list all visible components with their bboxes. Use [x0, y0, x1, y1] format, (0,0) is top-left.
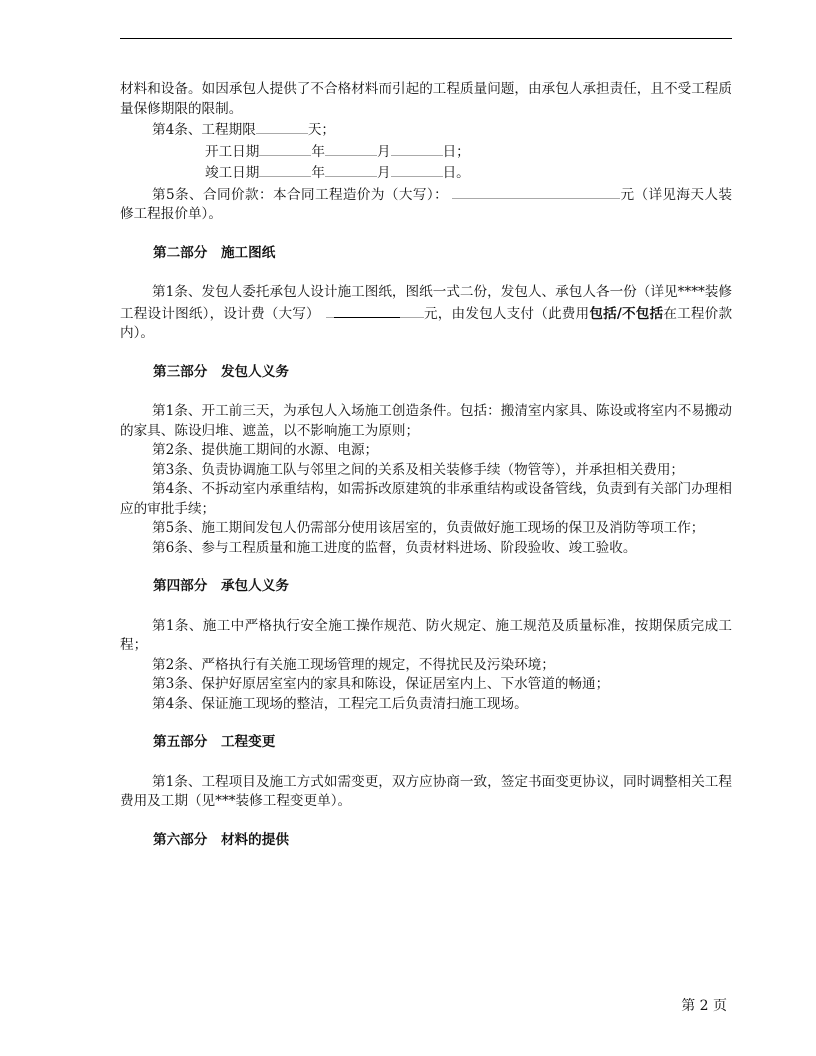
employer-duty-item: 第5条、施工期间发包人仍需部分使用该居室的，负责做好施工现场的保卫及消防等项工作； — [152, 520, 705, 536]
include-exclude-option: 包括/不包括 — [589, 305, 664, 322]
clause-price-tail: 元（详见海天人装修工程报价单）。 — [120, 186, 732, 222]
page-number: 第 2 页 — [681, 998, 727, 1014]
days-blank[interactable] — [256, 119, 308, 134]
employer-duty-item: 第2条、提供施工期间的水源、电源； — [152, 442, 379, 458]
drawings-clause-text-3: 在工程价款内）。 — [120, 305, 733, 341]
header-rule — [120, 38, 732, 39]
end-year-blank[interactable] — [259, 162, 311, 177]
section-heading-changes: 第五部分 工程变更 — [153, 734, 276, 750]
employer-duty-item: 第3条、负责协调施工队与邻里之间的关系及相关装修手续（物管等），并承担相关费用； — [152, 461, 685, 478]
end-month-blank[interactable] — [325, 162, 377, 177]
contractor-duty-item: 第2条、严格执行有关施工现场管理的规定，不得扰民及污染环境； — [152, 656, 555, 673]
clause-duration — [120, 119, 732, 141]
end-date-line — [120, 162, 732, 184]
start-year-blank[interactable] — [259, 141, 311, 156]
drawings-clause-text-2: 元，由发包人支付（此费用 — [423, 305, 590, 322]
section-heading-employer-duties: 第三部分 发包人义务 — [153, 363, 289, 380]
start-date-label: 开工日期 — [205, 143, 260, 160]
document-body — [120, 80, 732, 850]
contractor-duty-item: 第3条、保护好原居室室内的家具和陈设，保证居室内上、下水管道的畅通； — [152, 676, 610, 692]
clause-price — [120, 184, 732, 225]
month-label: 月 — [376, 165, 391, 181]
clause-price-label: 第5条、合同价款：本合同工程造价为（大写）： — [152, 186, 449, 203]
section-heading-contractor-duties: 第四部分 承包人义务 — [153, 578, 289, 594]
start-month-blank[interactable] — [325, 141, 377, 156]
section-heading-materials: 第六部分 材料的提供 — [153, 831, 289, 848]
design-fee-blank[interactable] — [326, 303, 424, 318]
start-date-line — [120, 141, 732, 163]
price-blank[interactable] — [452, 184, 620, 199]
start-day-blank[interactable] — [391, 141, 443, 156]
drawings-clause-1 — [120, 283, 732, 344]
drawings-clause-text: 第1条、发包人委托承包人设计施工图纸，图纸一式二份，发包人、承包人各一份（详见****装修工程设计图纸），设计费（大写） — [120, 284, 732, 322]
changes-item: 第1条、工程项目及施工方式如需变更，双方应协商一致，签定书面变更协议，同时调整相关工程费用及工期（见***装修工程变更单）。 — [120, 773, 732, 809]
day-label: 日； — [442, 143, 470, 160]
clause-duration-label: 第4条、工程期限 — [152, 122, 256, 138]
month-label: 月 — [376, 143, 391, 160]
contractor-duty-item: 第1条、施工中严格执行安全施工操作规范、防火规定、施工规范及质量标准，按期保质完成工程； — [120, 617, 732, 653]
year-label: 年 — [311, 165, 325, 181]
end-day-blank[interactable] — [391, 162, 443, 177]
section-heading-drawings: 第二部分 施工图纸 — [153, 244, 276, 261]
continued-paragraph: 材料和设备。如因承包人提供了不合格材料而引起的工程质量问题，由承包人承担责任，且不受工程质量保修期限的限制。 — [120, 81, 732, 117]
days-unit: 天； — [307, 122, 335, 138]
end-date-label: 竣工日期 — [205, 165, 260, 181]
year-label: 年 — [311, 143, 325, 160]
employer-duty-item: 第4条、不拆动室内承重结构，如需拆改原建筑的非承重结构或设备管线，负责到有关部门办理相应的审批手续； — [120, 481, 732, 517]
contractor-duty-item: 第4条、保证施工现场的整洁，工程完工后负责清扫施工现场。 — [152, 695, 528, 712]
employer-duty-item: 第6条、参与工程质量和施工进度的监督，负责材料进场、阶段验收、竣工验收。 — [152, 539, 637, 556]
day-label: 日。 — [442, 165, 470, 181]
employer-duty-item: 第1条、开工前三天，为承包人入场施工创造条件。包括：搬清室内家具、陈设或将室内不易搬动的家具、陈设归堆、遮盖，以不影响施工为原则； — [120, 403, 732, 439]
